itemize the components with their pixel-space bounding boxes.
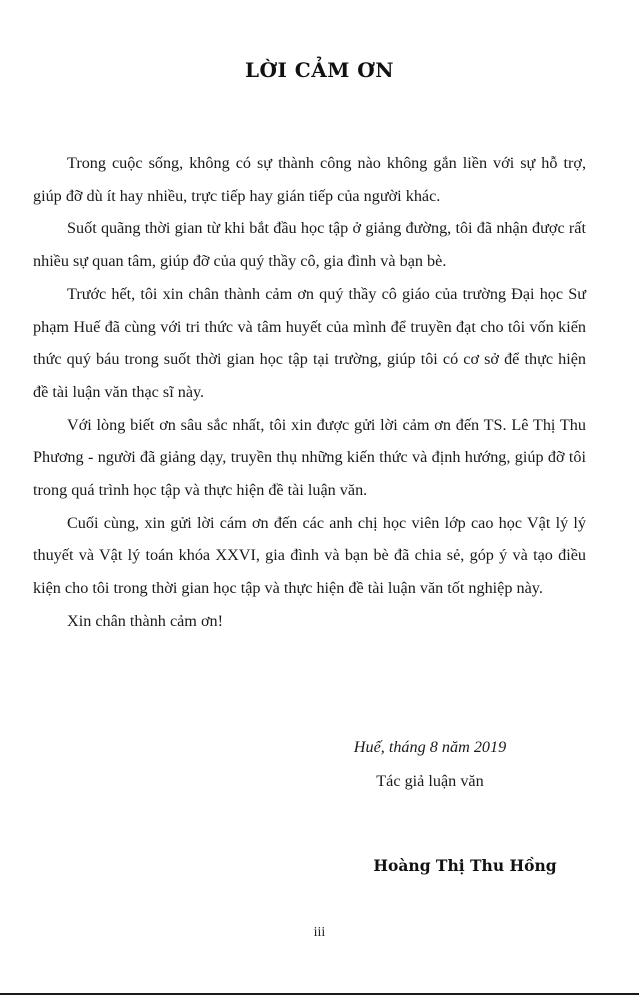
author-name: Hoàng Thị Thu Hồng (373, 856, 557, 875)
paragraph: Cuối cùng, xin gửi lời cám ơn đến các anh chị học viên lớp cao học Vật lý lý thuyết và Vật lý toán khóa XXVI, gia đình và bạn bè đã chia sẻ, góp ý và tạo điều kiện cho tôi trong thời gian học tập và thực hiện đề tài luận văn tốt nghiệp này. (33, 513, 586, 598)
paragraph: Với lòng biết ơn sâu sắc nhất, tôi xin được gửi lời cảm ơn đến TS. Lê Thị Thu Phương - người đã giảng dạy, truyền thụ những kiến thức và định hướng, giúp đỡ tôi trong quá trình học tập và thực hiện đề tài luận văn. (33, 415, 586, 500)
paragraph: Xin chân thành cảm ơn! (67, 611, 223, 630)
paragraph: Trước hết, tôi xin chân thành cảm ơn quý thầy cô giáo của trường Đại học Sư phạm Huế đã cùng với tri thức và tâm huyết của mình để truyền đạt cho tôi vốn kiến thức quý báu trong suốt thời gian học tập tại trường, giúp tôi có cơ sở để thực hiện đề tài luận văn thạc sĩ này. (33, 284, 586, 401)
page-number: iii (313, 925, 326, 940)
signoff-date: Huế, tháng 8 năm 2019 (353, 738, 507, 756)
bottom-divider (0, 993, 639, 995)
paragraph: Suốt quãng thời gian từ khi bắt đầu học tập ở giảng đường, tôi đã nhận được rất nhiều sự quan tâm, giúp đỡ của quý thầy cô, gia đình và bạn bè. (33, 219, 586, 271)
page-title: LỜI CẢM ƠN (244, 58, 395, 82)
acknowledgement-body (33, 147, 586, 638)
signoff-role: Tác giả luận văn (376, 772, 484, 790)
paragraph: Trong cuộc sống, không có sự thành công nào không gắn liền với sự hỗ trợ, giúp đỡ dù ít hay nhiều, trực tiếp hay gián tiếp của người khác. (33, 154, 586, 205)
